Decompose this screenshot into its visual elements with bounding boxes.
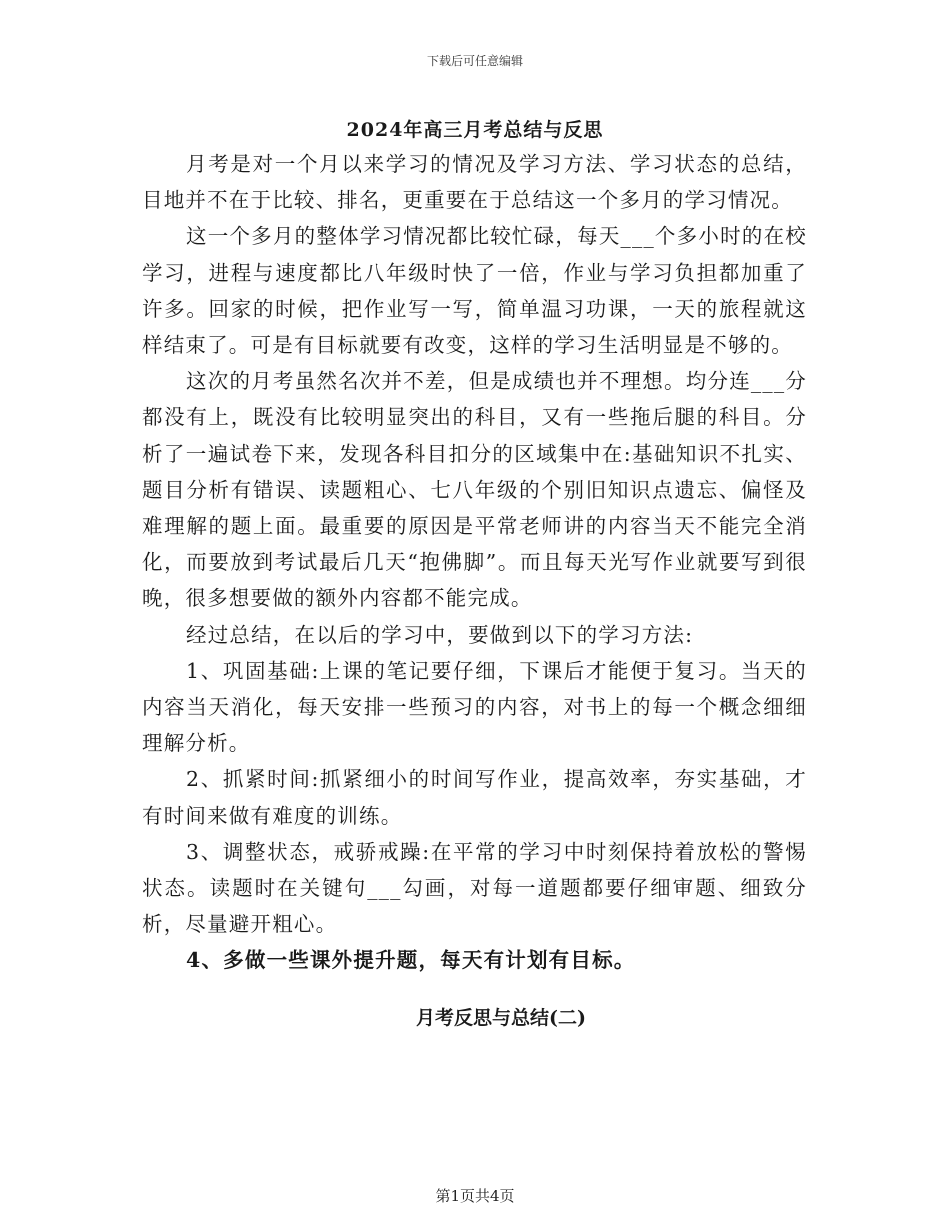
paragraph-exam-analysis: 这次的月考虽然名次并不差，但是成绩也并不理想。均分连___分都没有上，既没有比较明显突出的科目，又有一些拖后腿的科目。分析了一遍试卷下来，发现各科目扣分的区域集中在:基础知识不扎实、题目分析有错误、读题粗心、七八年级的个别旧知识点遗忘、偏怪及难理解的题上面。最重要的原因是平常老师讲的内容当天不能完全消化，而要放到考试最后几天“抱佛脚”。而且每天光写作业就要写到很晚，很多想要做的额外内容都不能完成。 bbox=[142, 369, 807, 611]
paragraph-methods-intro: 经过总结，在以后的学习中，要做到以下的学习方法: bbox=[186, 622, 694, 647]
page-footer: 第1页共4页 bbox=[435, 1187, 515, 1205]
list-item-3: 3、调整状态，戒骄戒躁:在平常的学习中时刻保持着放松的警惕状态。读题时在关键句___勾画，对每一道题都要仔细审题、细致分析，尽量避开粗心。 bbox=[142, 839, 807, 937]
document-title: 2024年高三月考总结与反思 bbox=[346, 119, 604, 141]
section-subtitle: 月考反思与总结(二) bbox=[416, 1007, 586, 1029]
paragraph-study-situation: 这一个多月的整体学习情况都比较忙碌，每天___个多小时的在校学习，进程与速度都比八年级时快了一倍，作业与学习负担都加重了许多。回家的时候，把作业写一写，简单温习功课，一天的旅程就这样结束了。可是有目标就要有改变，这样的学习生活明显是不够的。 bbox=[142, 224, 807, 358]
paragraph-intro: 月考是对一个月以来学习的情况及学习方法、学习状态的总结，目地并不在于比较、排名，更重要在于总结这一个多月的学习情况。 bbox=[142, 152, 807, 213]
list-item-4: 4、多做一些课外提升题，每天有计划有目标。 bbox=[186, 948, 636, 973]
list-item-2: 2、抓紧时间:抓紧细小的时间写作业，提高效率，夯实基础，才有时间来做有难度的训练。 bbox=[142, 767, 807, 828]
page-header-note: 下载后可任意编辑 bbox=[426, 54, 523, 68]
list-item-1: 1、巩固基础:上课的笔记要仔细，下课后才能便于复习。当天的内容当天消化，每天安排一些预习的内容，对书上的每一个概念细细理解分析。 bbox=[142, 658, 807, 756]
document-body bbox=[142, 146, 807, 979]
